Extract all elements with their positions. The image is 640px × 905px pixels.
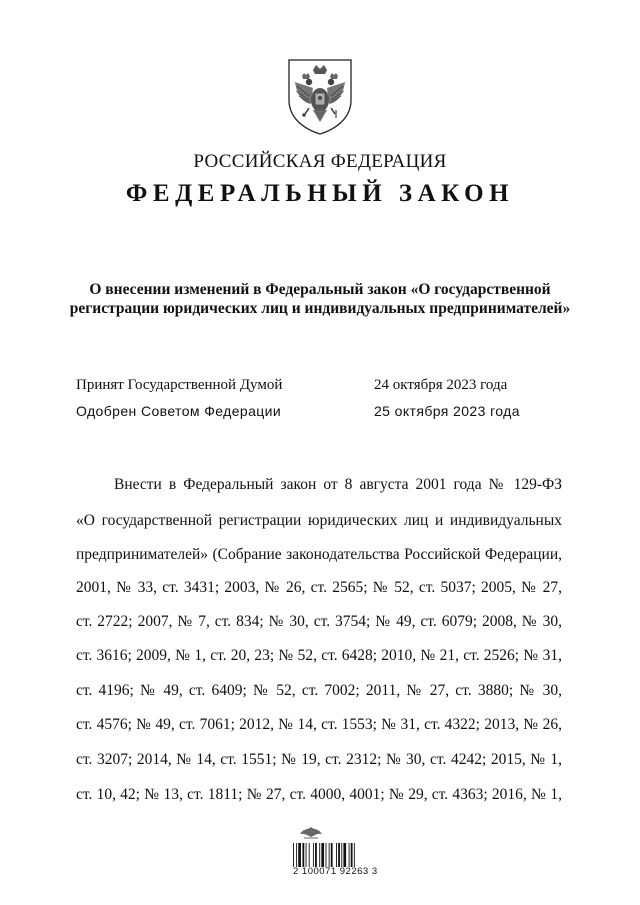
body-line: ст. 2722; 2007, № 7, ст. 834; № 30, ст. 3754; № 49, ст. 6079; 2008, № 30, (76, 613, 562, 630)
barcode-number: 2 100071 92263 3 (293, 866, 378, 877)
adoption-row-federation-council (76, 403, 576, 423)
body-line: «О государственной регистрации юридических лиц и индивидуальных (76, 512, 562, 529)
body-line: ст. 10, 42; № 13, ст. 1811; № 27, ст. 4000, 4001; № 29, ст. 4363; 2016, № 1, (76, 786, 562, 803)
law-title (60, 280, 580, 318)
body-line: предпринимателей» (Собрание законодательства Российской Федерации, (76, 546, 562, 563)
adoption-date: 24 октября 2023 года (374, 377, 508, 393)
body-line: ст. 3207; 2014, № 14, ст. 1551; № 19, ст. 2312; № 30, ст. 4242; 2015, № 1, (76, 751, 562, 768)
law-title-line: О внесении изменений в Федеральный закон «О государственной (89, 281, 551, 298)
adoption-label: Одобрен Советом Федерации (76, 403, 282, 419)
body-line: 2001, № 33, ст. 3431; 2003, № 26, ст. 2565; № 52, ст. 5037; 2005, № 27, (76, 579, 562, 596)
barcode (293, 843, 373, 867)
adoption-row-duma (76, 377, 576, 397)
adoption-date: 25 октября 2023 года (374, 403, 520, 419)
body-line: ст. 4196; № 49, ст. 6409; № 52, ст. 7002; 2011, № 27, ст. 3880; № 30, (76, 682, 562, 699)
law-title-line: регистрации юридических лиц и индивидуальных предпринимателей» (69, 300, 571, 317)
country-name: РОССИЙСКАЯ ФЕДЕРАЦИЯ (193, 151, 447, 172)
body-line: ст. 4576; № 49, ст. 7061; 2012, № 14, ст. 1553; № 31, ст. 4322; 2013, № 26, (76, 716, 562, 733)
body-line: ст. 3616; 2009, № 1, ст. 20, 23; № 52, ст. 6428; 2010, № 21, ст. 2526; № 31, (76, 647, 562, 664)
body-line: Внести в Федеральный закон от 8 августа 2001 года № 129-ФЗ (114, 476, 562, 493)
adoption-label: Принят Государственной Думой (76, 377, 283, 393)
document-type: ФЕДЕРАЛЬНЫЙ ЗАКОН (125, 180, 515, 207)
eagle-seal-icon (298, 824, 324, 840)
coat-of-arms-icon (287, 58, 353, 136)
